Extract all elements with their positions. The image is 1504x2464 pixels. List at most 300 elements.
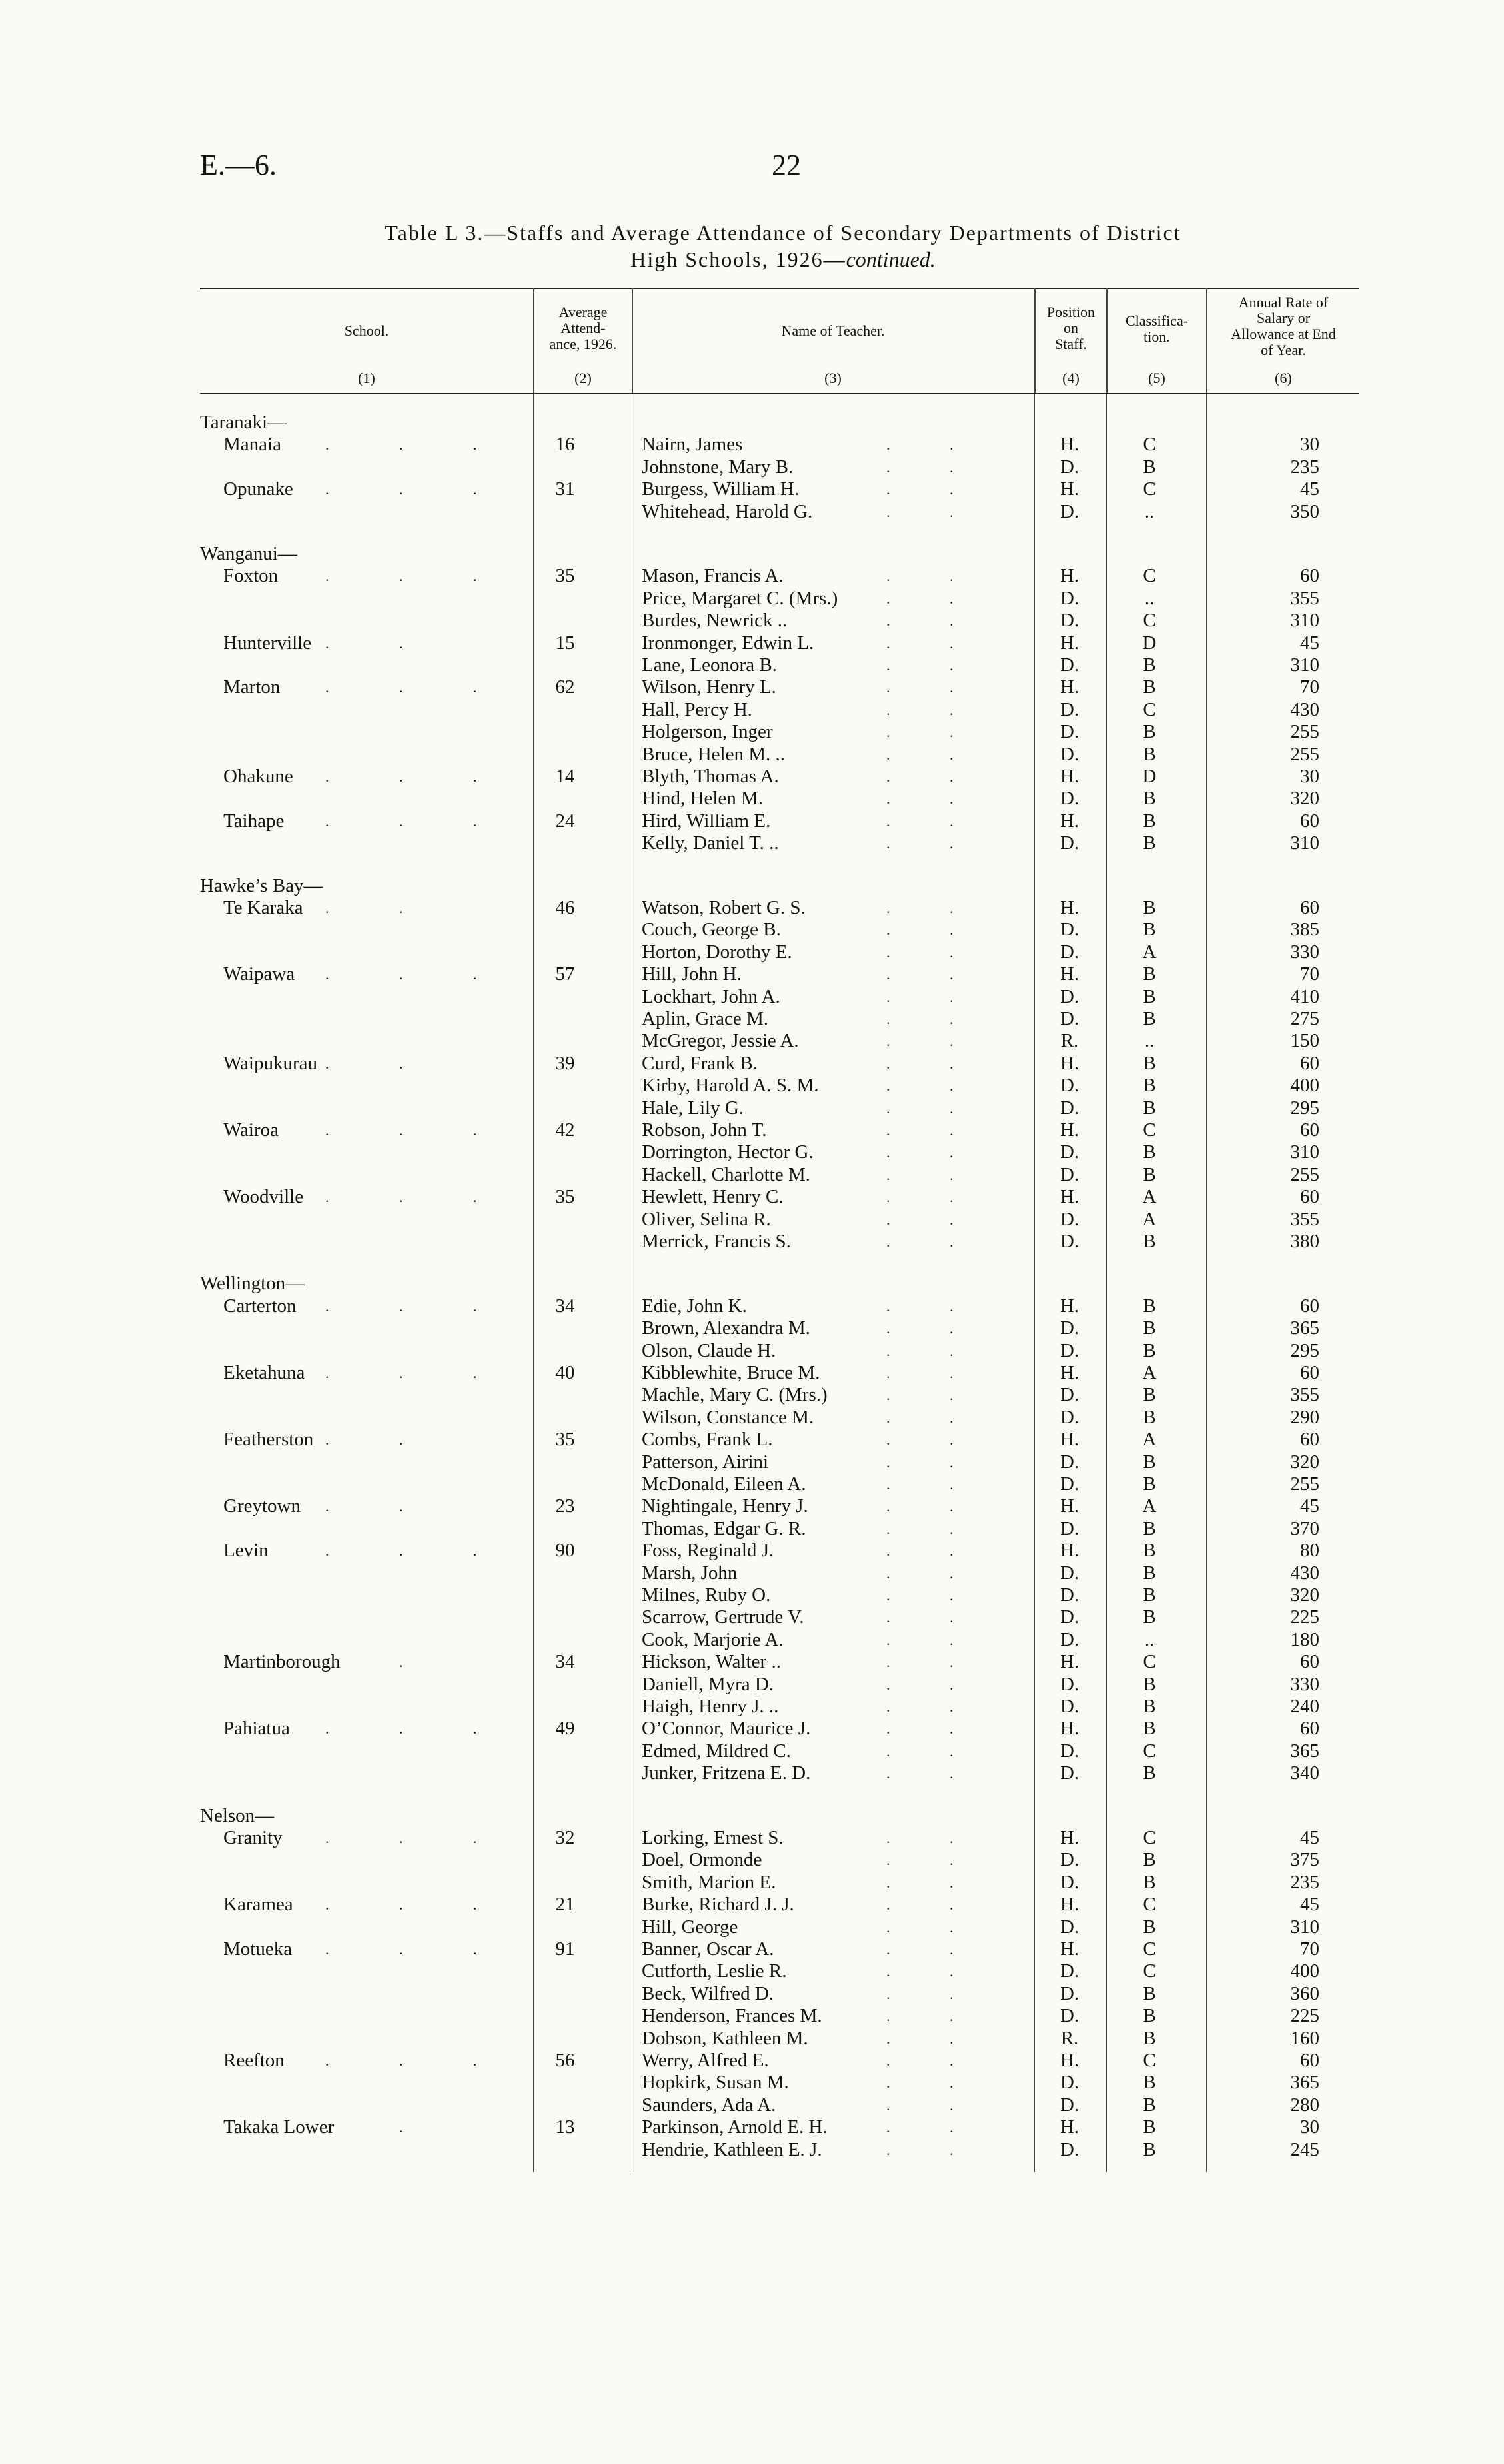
- school-name: Eketahuna: [223, 1362, 305, 1383]
- table-row: [0, 1674, 1504, 1696]
- classification: C: [1143, 1651, 1156, 1673]
- annual-salary: 60: [1300, 1295, 1319, 1317]
- classification: C: [1143, 610, 1156, 632]
- leader-dots: . .: [886, 2141, 982, 2158]
- table-row: [0, 610, 1504, 632]
- col-number-2: (2): [574, 370, 592, 386]
- annual-salary: 60: [1300, 897, 1319, 918]
- classification: C: [1143, 1894, 1156, 1916]
- classification: B: [1143, 1696, 1156, 1717]
- position-on-staff: D.: [1060, 1849, 1080, 1871]
- annual-salary: 370: [1290, 1517, 1319, 1539]
- table-row: [0, 501, 1504, 523]
- teacher-name: Wilson, Henry L.: [642, 676, 776, 698]
- position-on-staff: H.: [1060, 1429, 1080, 1451]
- teacher-name: Merrick, Francis S.: [642, 1231, 791, 1252]
- teacher-name: McGregor, Jessie A.: [642, 1030, 799, 1052]
- position-on-staff: D.: [1060, 1231, 1080, 1252]
- school-name: Waipawa: [223, 963, 295, 985]
- position-on-staff: D.: [1060, 654, 1080, 676]
- teacher-name: Watson, Robert G. S.: [642, 897, 806, 918]
- table-title-line2: High Schools, 1926—continued.: [630, 247, 936, 271]
- leader-dots: . .: [886, 835, 982, 852]
- annual-salary: 30: [1300, 434, 1319, 456]
- leader-dots: . .: [886, 1654, 982, 1671]
- leader-dots: . .: [886, 1742, 982, 1760]
- school-name: Karamea: [223, 1894, 293, 1916]
- annual-salary: 365: [1290, 1740, 1319, 1762]
- table-row: [0, 654, 1504, 676]
- teacher-name: Banner, Oscar A.: [642, 1938, 774, 1960]
- leader-dots: . .: [886, 481, 982, 498]
- annual-salary: 70: [1300, 963, 1319, 985]
- teacher-name: Haigh, Henry J. ..: [642, 1696, 779, 1717]
- position-on-staff: D.: [1060, 788, 1080, 810]
- district-heading-row: [0, 543, 1504, 565]
- table-row: [0, 1186, 1504, 1208]
- classification: B: [1143, 1295, 1156, 1317]
- table-row: [0, 721, 1504, 743]
- school-name: Motueka: [223, 1938, 293, 1960]
- teacher-name: Johnstone, Mary B.: [642, 456, 794, 478]
- position-on-staff: D.: [1060, 1628, 1080, 1650]
- classification: B: [1143, 1849, 1156, 1871]
- classification: C: [1143, 698, 1156, 720]
- table-row: [0, 1164, 1504, 1186]
- average-attendance: 35: [555, 565, 575, 587]
- position-on-staff: D.: [1060, 1339, 1080, 1361]
- classification: B: [1143, 963, 1156, 985]
- teacher-name: Daniell, Myra D.: [642, 1673, 774, 1695]
- position-on-staff: D.: [1060, 1762, 1080, 1784]
- position-on-staff: H.: [1060, 1718, 1080, 1740]
- position-on-staff: H.: [1060, 810, 1080, 832]
- table-row: [0, 699, 1504, 721]
- leader-dots: . .: [886, 1297, 982, 1315]
- leader-dots: . .: [886, 612, 982, 630]
- classification: B: [1143, 1517, 1156, 1539]
- header-attendance: Average Attend- ance, 1926.: [549, 304, 617, 352]
- position-on-staff: D.: [1060, 919, 1080, 941]
- teacher-name: Dorrington, Hector G.: [642, 1141, 814, 1163]
- leader-dots: . . .: [325, 1896, 510, 1914]
- district-name: Wellington—: [200, 1273, 305, 1295]
- position-on-staff: H.: [1060, 632, 1080, 654]
- classification: A: [1142, 941, 1157, 963]
- annual-salary: 355: [1290, 587, 1319, 609]
- leader-dots: . .: [886, 812, 982, 830]
- header-school: School.: [344, 322, 389, 339]
- annual-salary: 60: [1300, 1186, 1319, 1208]
- position-on-staff: H.: [1060, 1186, 1080, 1208]
- table-row: [0, 1097, 1504, 1119]
- table-row: [0, 456, 1504, 478]
- table-row: [0, 1429, 1504, 1451]
- classification: B: [1143, 1871, 1156, 1893]
- classification: B: [1143, 2138, 1156, 2160]
- average-attendance: 34: [555, 1295, 575, 1317]
- table-row: [0, 1008, 1504, 1030]
- annual-salary: 180: [1290, 1628, 1319, 1650]
- annual-salary: 330: [1290, 941, 1319, 963]
- classification: B: [1143, 897, 1156, 918]
- school-name: Takaka Lower: [223, 2116, 335, 2138]
- position-on-staff: H.: [1060, 897, 1080, 918]
- table-row: [0, 1762, 1504, 1784]
- annual-salary: 385: [1290, 919, 1319, 941]
- leader-dots: . .: [886, 1941, 982, 1958]
- table-row: [0, 1584, 1504, 1606]
- teacher-name: Kelly, Daniel T. ..: [642, 832, 779, 854]
- classification: B: [1143, 832, 1156, 854]
- leader-dots: . .: [886, 1189, 982, 1206]
- position-on-staff: D.: [1060, 941, 1080, 963]
- average-attendance: 42: [555, 1119, 575, 1141]
- annual-salary: 60: [1300, 810, 1319, 832]
- table-row: [0, 565, 1504, 587]
- position-on-staff: H.: [1060, 676, 1080, 698]
- annual-salary: 60: [1300, 1362, 1319, 1383]
- position-on-staff: D.: [1060, 1075, 1080, 1097]
- header-classification: Classifica- tion.: [1125, 312, 1189, 345]
- teacher-name: McDonald, Eileen A.: [642, 1473, 806, 1495]
- table-row: [0, 1651, 1504, 1673]
- position-on-staff: D.: [1060, 1562, 1080, 1584]
- leader-dots: . .: [886, 568, 982, 585]
- annual-salary: 45: [1300, 1894, 1319, 1916]
- annual-salary: 45: [1300, 1495, 1319, 1517]
- district-heading-row: [0, 1273, 1504, 1295]
- teacher-name: Edie, John K.: [642, 1295, 747, 1317]
- leader-dots: . .: [886, 1852, 982, 1869]
- header-position: Position on Staff.: [1046, 304, 1096, 352]
- classification: B: [1143, 1451, 1156, 1473]
- leader-dots: . .: [886, 1476, 982, 1493]
- teacher-name: Marsh, John: [642, 1562, 738, 1584]
- teacher-name: Parkinson, Arnold E. H.: [642, 2116, 828, 2138]
- teacher-name: Whitehead, Harold G.: [642, 500, 813, 522]
- leader-dots: . .: [886, 1985, 982, 2002]
- leader-dots: . .: [886, 590, 982, 607]
- teacher-name: Nightingale, Henry J.: [642, 1495, 808, 1517]
- district-heading-row: [0, 875, 1504, 897]
- school-name: Opunake: [223, 478, 293, 500]
- teacher-name: Couch, George B.: [642, 919, 781, 941]
- teacher-name: Hill, John H.: [642, 963, 742, 985]
- school-name: Wairoa: [223, 1119, 279, 1141]
- leader-dots: . .: [886, 1896, 982, 1914]
- school-name: Taihape: [223, 810, 285, 832]
- teacher-name: O’Connor, Maurice J.: [642, 1718, 811, 1740]
- annual-salary: 150: [1290, 1030, 1319, 1052]
- position-on-staff: D.: [1060, 698, 1080, 720]
- table-row: [0, 1119, 1504, 1141]
- position-on-staff: D.: [1060, 610, 1080, 632]
- classification: B: [1143, 2027, 1156, 2049]
- teacher-name: Smith, Marion E.: [642, 1871, 776, 1893]
- annual-salary: 330: [1290, 1673, 1319, 1695]
- position-on-staff: H.: [1060, 963, 1080, 985]
- teacher-name: Machle, Mary C. (Mrs.): [642, 1384, 828, 1406]
- teacher-name: Lockhart, John A.: [642, 985, 780, 1007]
- leader-dots: . .: [886, 1765, 982, 1782]
- table-row: [0, 810, 1504, 832]
- average-attendance: 16: [555, 434, 575, 456]
- annual-salary: 320: [1290, 1584, 1319, 1606]
- position-on-staff: H.: [1060, 1827, 1080, 1848]
- leader-dots: . .: [886, 634, 982, 652]
- leader-dots: . . .: [325, 1365, 510, 1381]
- table-row: [0, 1317, 1504, 1339]
- classification: A: [1142, 1208, 1157, 1230]
- classification: C: [1143, 565, 1156, 587]
- leader-dots: . .: [886, 1387, 982, 1404]
- position-on-staff: H.: [1060, 1938, 1080, 1960]
- table-row: [0, 832, 1504, 854]
- position-on-staff: D.: [1060, 1871, 1080, 1893]
- leader-dots: . . .: [325, 481, 510, 498]
- classification: C: [1143, 1827, 1156, 1848]
- leader-dots: . .: [886, 1587, 982, 1604]
- col-number-5: (5): [1148, 370, 1165, 386]
- position-on-staff: D.: [1060, 2005, 1080, 2027]
- table-row: [0, 2094, 1504, 2116]
- leader-dots: . . .: [325, 568, 510, 585]
- annual-salary: 45: [1300, 478, 1319, 500]
- leader-dots: . .: [325, 1654, 436, 1671]
- table-row: [0, 1473, 1504, 1495]
- leader-dots: . .: [886, 768, 982, 785]
- annual-salary: 310: [1290, 654, 1319, 676]
- table-row: [0, 1562, 1504, 1584]
- teacher-name: Milnes, Ruby O.: [642, 1584, 771, 1606]
- position-on-staff: H.: [1060, 1894, 1080, 1916]
- leader-dots: . .: [886, 2119, 982, 2136]
- leader-dots: . .: [325, 1498, 436, 1515]
- annual-salary: 380: [1290, 1231, 1319, 1252]
- average-attendance: 49: [555, 1718, 575, 1740]
- leader-dots: . . .: [325, 1189, 510, 1206]
- col-number-4: (4): [1062, 370, 1080, 386]
- classification: B: [1143, 1406, 1156, 1428]
- leader-dots: . .: [886, 922, 982, 939]
- annual-salary: 410: [1290, 985, 1319, 1007]
- leader-dots: . .: [325, 2119, 436, 2136]
- leader-dots: . .: [886, 1676, 982, 1693]
- teacher-name: Hickson, Walter ..: [642, 1651, 781, 1673]
- annual-salary: 30: [1300, 2116, 1319, 2138]
- position-on-staff: D.: [1060, 1982, 1080, 2004]
- position-on-staff: D.: [1060, 1163, 1080, 1185]
- annual-salary: 295: [1290, 1339, 1319, 1361]
- table-row: [0, 1960, 1504, 1982]
- annual-salary: 235: [1290, 456, 1319, 478]
- table-row: [0, 766, 1504, 788]
- classification: B: [1143, 743, 1156, 765]
- classification: C: [1143, 2050, 1156, 2071]
- classification: B: [1143, 456, 1156, 478]
- average-attendance: 91: [555, 1938, 575, 1960]
- annual-salary: 350: [1290, 500, 1319, 522]
- leader-dots: . .: [886, 790, 982, 808]
- leader-dots: . .: [886, 2074, 982, 2092]
- leader-dots: . . .: [325, 768, 510, 785]
- position-on-staff: D.: [1060, 1097, 1080, 1119]
- annual-salary: 60: [1300, 1429, 1319, 1451]
- teacher-name: Lorking, Ernest S.: [642, 1827, 784, 1848]
- average-attendance: 32: [555, 1827, 575, 1848]
- leader-dots: . .: [886, 679, 982, 696]
- annual-salary: 235: [1290, 1871, 1319, 1893]
- annual-salary: 60: [1300, 1052, 1319, 1074]
- teacher-name: Hendrie, Kathleen E. J.: [642, 2138, 822, 2160]
- school-name: Levin: [223, 1540, 269, 1562]
- leader-dots: . .: [886, 724, 982, 741]
- leader-dots: . . .: [325, 812, 510, 830]
- header-salary: Annual Rate of Salary or Allowance at End of Year.: [1231, 294, 1336, 358]
- table-row: [0, 1938, 1504, 1960]
- leader-dots: . .: [886, 988, 982, 1005]
- school-name: Greytown: [223, 1495, 301, 1517]
- classification: B: [1143, 1317, 1156, 1339]
- teacher-name: Hill, George: [642, 1916, 738, 1938]
- leader-dots: . .: [886, 503, 982, 520]
- position-on-staff: H.: [1060, 1540, 1080, 1562]
- position-on-staff: D.: [1060, 2138, 1080, 2160]
- position-on-staff: H.: [1060, 1651, 1080, 1673]
- leader-dots: . .: [886, 1409, 982, 1426]
- classification: B: [1143, 1473, 1156, 1495]
- teacher-name: Hale, Lily G.: [642, 1097, 744, 1119]
- classification: B: [1143, 1141, 1156, 1163]
- leader-dots: . .: [886, 1342, 982, 1359]
- table-row: [0, 897, 1504, 919]
- table-row: [0, 1407, 1504, 1429]
- leader-dots: . .: [886, 436, 982, 454]
- table-row: [0, 1231, 1504, 1253]
- annual-salary: 240: [1290, 1696, 1319, 1717]
- table-row: [0, 1030, 1504, 1052]
- teacher-name: Oliver, Selina R.: [642, 1208, 771, 1230]
- teacher-name: Mason, Francis A.: [642, 565, 784, 587]
- teacher-name: Burdes, Newrick ..: [642, 610, 788, 632]
- leader-dots: . .: [886, 746, 982, 763]
- annual-salary: 430: [1290, 1562, 1319, 1584]
- leader-dots: . .: [325, 1055, 436, 1072]
- annual-salary: 60: [1300, 1651, 1319, 1673]
- classification: B: [1143, 788, 1156, 810]
- position-on-staff: D.: [1060, 1141, 1080, 1163]
- teacher-name: Bruce, Helen M. ..: [642, 743, 786, 765]
- leader-dots: . . .: [325, 1122, 510, 1139]
- teacher-name: Saunders, Ada A.: [642, 2094, 776, 2116]
- classification: B: [1143, 1562, 1156, 1584]
- leader-dots: . .: [886, 1077, 982, 1095]
- leader-dots: . .: [886, 900, 982, 916]
- position-on-staff: D.: [1060, 587, 1080, 609]
- position-on-staff: D.: [1060, 500, 1080, 522]
- classification: B: [1143, 721, 1156, 743]
- leader-dots: . . .: [325, 1720, 510, 1738]
- leader-dots: . .: [886, 1698, 982, 1715]
- teacher-name: Robson, John T.: [642, 1119, 767, 1141]
- leader-dots: . .: [886, 1055, 982, 1072]
- annual-salary: 295: [1290, 1097, 1319, 1119]
- teacher-name: Nairn, James: [642, 434, 743, 456]
- classification: B: [1143, 2005, 1156, 2027]
- annual-salary: 310: [1290, 1916, 1319, 1938]
- annual-salary: 80: [1300, 1540, 1319, 1562]
- leader-dots: . .: [325, 900, 436, 916]
- teacher-name: Burke, Richard J. J.: [642, 1894, 794, 1916]
- teacher-name: Scarrow, Gertrude V.: [642, 1606, 804, 1628]
- leader-dots: . .: [886, 701, 982, 718]
- school-name: Marton: [223, 676, 281, 698]
- position-on-staff: D.: [1060, 1517, 1080, 1539]
- average-attendance: 62: [555, 676, 575, 698]
- leader-dots: . . .: [325, 679, 510, 696]
- table-row: [0, 2050, 1504, 2072]
- table-row: [0, 1606, 1504, 1628]
- annual-salary: 340: [1290, 1762, 1319, 1784]
- classification: ..: [1144, 587, 1155, 609]
- classification: B: [1143, 676, 1156, 698]
- annual-salary: 255: [1290, 743, 1319, 765]
- classification: B: [1143, 1231, 1156, 1252]
- table-row: [0, 1740, 1504, 1762]
- district-name: Hawke’s Bay—: [200, 874, 323, 896]
- teacher-name: Hind, Helen M.: [642, 788, 764, 810]
- classification: B: [1143, 1982, 1156, 2004]
- average-attendance: 57: [555, 963, 575, 985]
- position-on-staff: D.: [1060, 721, 1080, 743]
- teacher-name: Hopkirk, Susan M.: [642, 2072, 789, 2094]
- school-name: Carterton: [223, 1295, 297, 1317]
- table-row: [0, 478, 1504, 500]
- position-on-staff: D.: [1060, 1317, 1080, 1339]
- position-on-staff: D.: [1060, 1473, 1080, 1495]
- school-name: Hunterville: [223, 632, 312, 654]
- leader-dots: . .: [886, 1033, 982, 1050]
- position-on-staff: D.: [1060, 2094, 1080, 2116]
- classification: D: [1142, 766, 1157, 787]
- annual-salary: 45: [1300, 1827, 1319, 1848]
- teacher-name: Hackell, Charlotte M.: [642, 1163, 810, 1185]
- classification: C: [1143, 478, 1156, 500]
- classification: B: [1143, 1163, 1156, 1185]
- annual-salary: 310: [1290, 832, 1319, 854]
- teacher-name: Beck, Wilfred D.: [642, 1982, 774, 2004]
- table-row: [0, 2072, 1504, 2094]
- leader-dots: . .: [886, 1144, 982, 1161]
- position-on-staff: H.: [1060, 2116, 1080, 2138]
- header-teacher: Name of Teacher.: [781, 322, 885, 339]
- page-reference: E.—6.: [200, 149, 277, 181]
- classification: A: [1142, 1186, 1157, 1208]
- classification: B: [1143, 985, 1156, 1007]
- table-row: [0, 1540, 1504, 1562]
- table-row: [0, 1362, 1504, 1384]
- position-on-staff: D.: [1060, 456, 1080, 478]
- leader-dots: . . .: [325, 1830, 510, 1846]
- annual-salary: 255: [1290, 1163, 1319, 1185]
- leader-dots: . .: [886, 2052, 982, 2069]
- table-row: [0, 941, 1504, 963]
- table-row: [0, 2116, 1504, 2138]
- leader-dots: . . .: [325, 1941, 510, 1958]
- leader-dots: . .: [886, 2030, 982, 2047]
- school-name: Granity: [223, 1827, 283, 1848]
